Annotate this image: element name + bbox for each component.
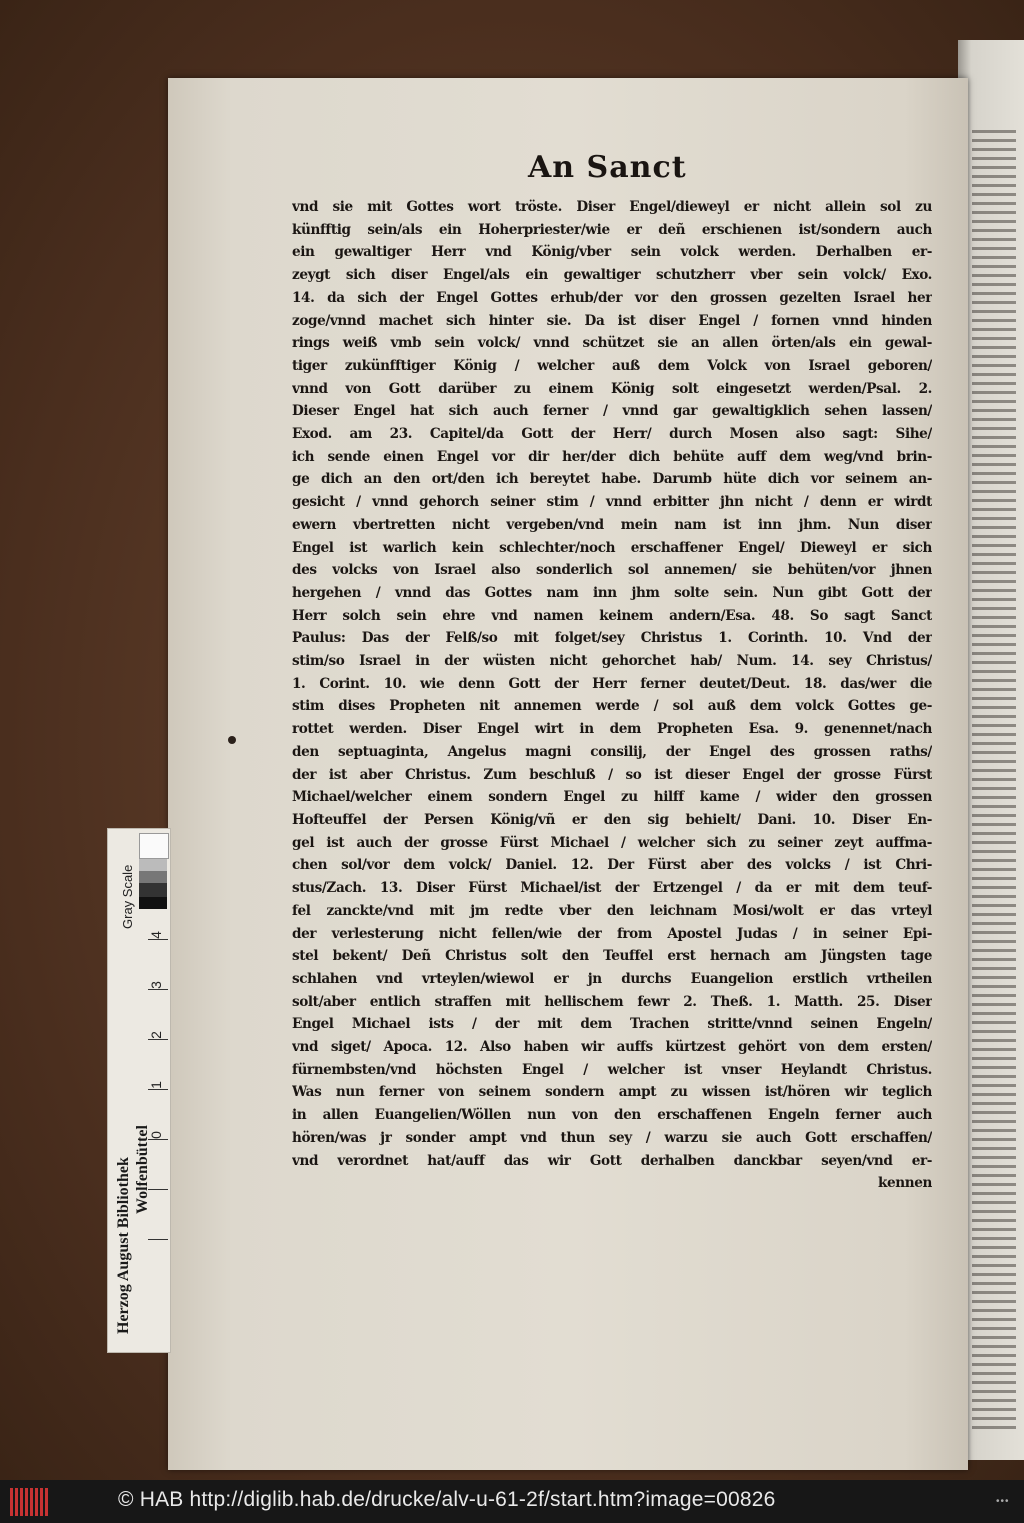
text-line: Engel ist warlich kein schlechter/noch erschaffener Engel/ Dieweyl er sich	[292, 539, 932, 556]
text-line: Michael/welcher einem sondern Engel zu hilff kame / wider den grossen	[292, 789, 932, 806]
text-line: fel zanckte/vnd mit jm redte vber den leichnam Mosi/wolt er das vrteyl	[292, 902, 932, 919]
text-line: fürnembsten/vnd höchsten Engel / welcher ist vnser Heylandt Christus.	[292, 1061, 932, 1078]
text-line: vnd verordnet hat/auff das wir Gott derhalben danckbar seyen/vnd er-	[292, 1152, 932, 1169]
text-line: vnd sie mit Gottes wort tröste. Diser Engel/dieweyl er nicht allein sol zu	[292, 199, 932, 215]
text-line: der ist aber Christus. Zum beschluß / so ist dieser Engel der grosse Fürst	[292, 766, 932, 783]
text-line: hergehen / vnnd das Gottes nam inn jhm solte sein. Nun gibt Gott der	[292, 584, 932, 601]
page-body-text	[292, 196, 932, 1195]
text-line: stim dises Propheten nit annemen werde / sol auß dem volck Gottes ge-	[292, 698, 932, 715]
text-line: Was nun ferner von seinem sondern ampt zu wissen ist/hören wir teglich	[292, 1084, 932, 1101]
library-label	[114, 834, 152, 1334]
ruler-number: 4	[147, 931, 164, 939]
library-city: Wolfenbüttel	[134, 1125, 151, 1214]
text-line: rings weiß vmb sein volck/ vnnd schützet sie an allen örten/als ein gewal-	[292, 335, 932, 352]
text-line: Hofteuffel der Persen König/vñ er den sig behielt/ Dani. 10. Diser En-	[292, 811, 932, 828]
text-line: zeygt sich diser Engel/als ein gewaltiger schutzherr vber sein volck/ Exo.	[292, 267, 932, 284]
text-line: 1. Corint. 10. wie denn Gott der Herr ferner deutet/Deut. 18. das/wer die	[292, 675, 932, 692]
ruler-number: 0	[147, 1131, 164, 1139]
text-line: Paulus: Das der Felß/so mit folget/sey Christus 1. Corinth. 10. Vnd der	[292, 630, 932, 647]
catchword: kennen	[878, 1175, 932, 1192]
running-head: An Sanct	[528, 150, 687, 185]
text-line: solt/aber entlich straffen mit hellischem fewr 2. Theß. 1. Matth. 25. Diser	[292, 993, 932, 1010]
text-line: tiger zukünfftiger König / welcher auß dem Volck von Israel geboren/	[292, 357, 932, 374]
text-line: gesicht / vnnd gehorch seiner stim / vnnd erbitter jhn nicht / denn er wirdt	[292, 494, 932, 511]
ruler-number: 2	[147, 1031, 164, 1039]
footer-bar	[0, 1480, 1024, 1523]
text-line: ich sende einen Engel vor dir her/der dich behüte auff dem weg/vnd brin-	[292, 448, 932, 465]
ruler-number: 3	[147, 981, 164, 989]
text-line: hören/was jr sonder ampt vnd thun sey / warzu sie auch Gott erschaffen/	[292, 1129, 932, 1146]
text-line: der verlesterung nicht fellen/wie der from Apostel Judas / in seiner Epi-	[292, 925, 932, 942]
text-line: Herr solch sein ehre vnd namen keinem andern/Esa. 48. So sagt Sanct	[292, 607, 932, 624]
text-line: ge dich an den ort/den ich bereytet habe. Darumb hüte dich vor seinem an-	[292, 471, 932, 488]
text-line: stim/so Israel in der wüsten nicht gehorchet hab/ Num. 14. sey Christus/	[292, 653, 932, 670]
text-line: zoge/vnnd machet sich hinter sie. Da ist diser Engel / fornen vnnd hinden	[292, 312, 932, 329]
text-line: stus/Zach. 13. Diser Fürst Michael/ist der Ertzengel / da er mit dem teuf-	[292, 880, 932, 897]
library-name: Herzog August Bibliothek	[115, 1157, 132, 1334]
text-line: vnd siget/ Apoca. 12. Also haben wir auffs kürtzest gehört von dem ersten/	[292, 1039, 932, 1056]
text-line: Engel Michael ists / der mit dem Trachen stritte/vnnd seinen Engeln/	[292, 1016, 932, 1033]
ruler-number: 1	[147, 1081, 164, 1089]
text-line: künfftig sein/als ein Hoherpriester/wie er deñ erschienen ist/sondern auch	[292, 221, 932, 238]
text-line: 14. da sich der Engel Gottes erhub/der vor den grossen gezelten Israel her	[292, 289, 932, 306]
text-line: Exod. am 23. Capitel/da Gott der Herr/ durch Mosen also sagt: Sihe/	[292, 426, 932, 443]
text-line: Dieser Engel hat sich auch ferner / vnnd gar gewaltigklich sehen lassen/	[292, 403, 932, 420]
text-line: stel bekent/ Deñ Christus solt den Teuffel erst hernach am Jüngsten tage	[292, 948, 932, 965]
hab-logo-icon	[10, 1488, 50, 1516]
text-line: des volcks von Israel also sonderlich sol annemen/ sie behüten/vor jhnen	[292, 562, 932, 579]
text-line: chen sol/vor dem volck/ Daniel. 12. Der Fürst aber des volcks / ist Chri-	[292, 857, 932, 874]
gray-scale-label: Gray Scale	[120, 864, 135, 929]
margin-mark	[228, 736, 236, 744]
text-line: ewern vbertretten nicht vergeben/vnd mein nam ist inn jhm. Nun diser	[292, 516, 932, 533]
text-line: gel ist auch der grosse Fürst Michael / welcher sich zu seiner zeyt auffma-	[292, 834, 932, 851]
text-line: den septuaginta, Angelus magni consilij, der Engel des grossen raths/	[292, 743, 932, 760]
text-line: in allen Euangelien/Wöllen nun von den erschaffenen Engeln ferner auch	[292, 1107, 932, 1124]
gray-scale-target	[107, 828, 171, 1353]
text-line: schlahen vnd vrteylen/wiewol er jn durchs Euangelion erstlich vrtheilen	[292, 970, 932, 987]
copyright-url[interactable]: © HAB http://diglib.hab.de/drucke/alv-u-61-2f/start.htm?image=00826	[118, 1488, 776, 1511]
more-icon[interactable]: •••	[996, 1496, 1010, 1507]
text-line: ein gewaltiger Herr vnd König/vber sein volck werden. Derhalben er-	[292, 244, 932, 261]
text-line: vnnd von Gott darüber zu einem König solt eingesetzt werden/Psal. 2.	[292, 380, 932, 397]
text-line: rottet werden. Diser Engel wirt in dem Propheten Esa. 9. genennet/nach	[292, 721, 932, 738]
